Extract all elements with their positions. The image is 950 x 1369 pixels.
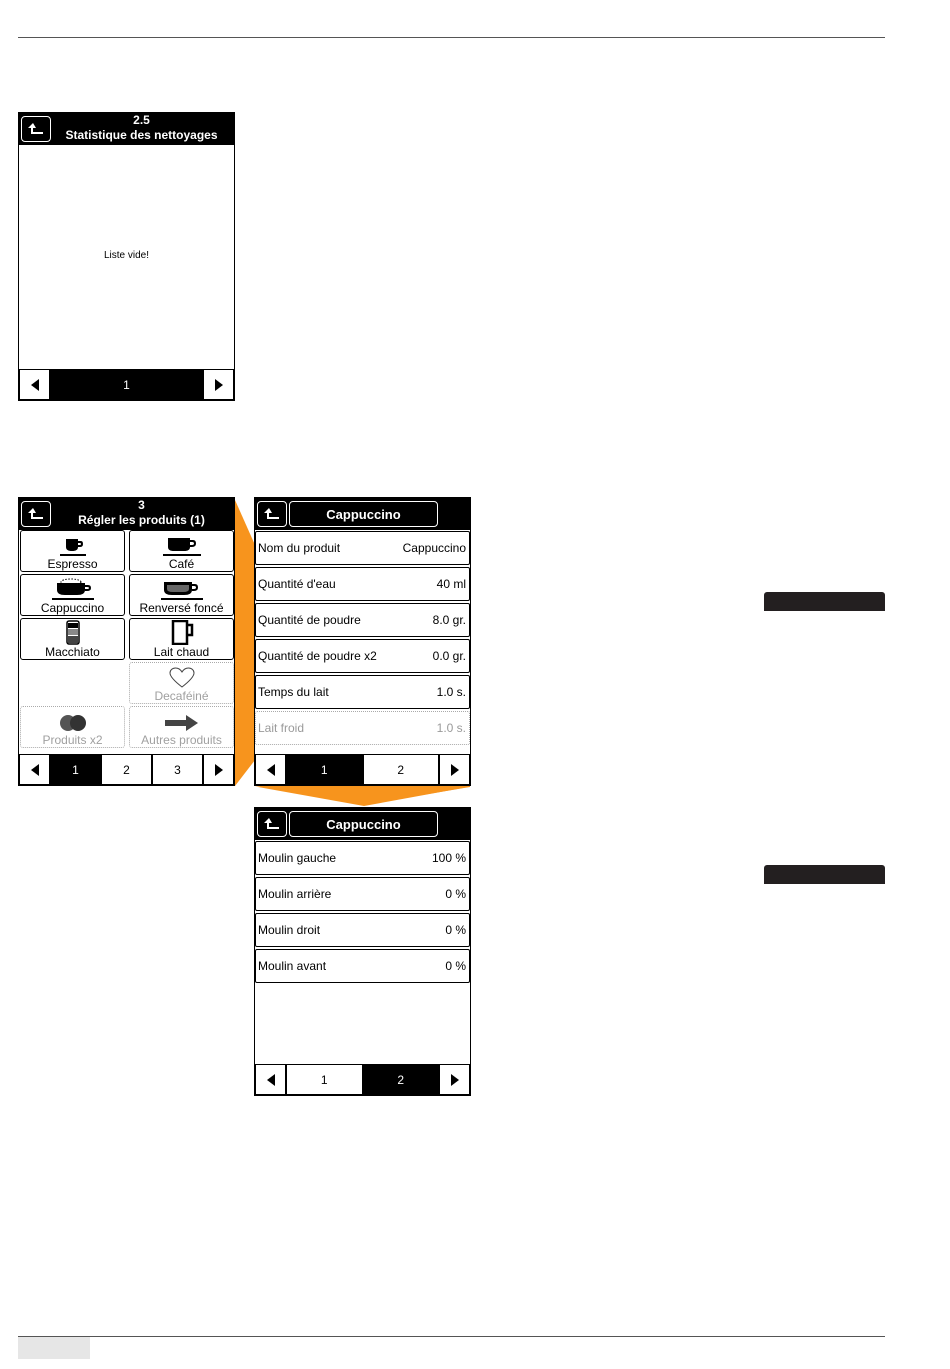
tile-label: Lait chaud <box>153 645 210 659</box>
tile-label: Renversé foncé <box>139 601 224 615</box>
product-tile-autres-produits[interactable] <box>129 706 234 748</box>
tile-label: Produits x2 <box>42 733 103 747</box>
arrow-right-icon <box>451 764 459 776</box>
menu-number: 2.5 <box>133 113 150 127</box>
next-page-button[interactable] <box>439 1064 470 1095</box>
pagination <box>255 1064 470 1095</box>
pagination <box>19 369 234 400</box>
setting-label: Quantité de poudre <box>258 613 361 627</box>
cappuccino-settings-page-2 <box>254 807 471 1096</box>
screen-header <box>19 113 234 145</box>
prev-page-button[interactable] <box>19 369 50 400</box>
tile-label: Cappuccino <box>40 601 105 615</box>
back-arrow-icon <box>263 507 281 521</box>
setting-label: Nom du produit <box>258 541 341 555</box>
back-button[interactable] <box>21 501 51 527</box>
page-2-button[interactable]: 2 <box>101 754 152 785</box>
cappuccino-settings-page-1 <box>254 497 471 786</box>
tile-label: Espresso <box>47 557 98 571</box>
back-arrow-icon <box>27 122 45 136</box>
setting-row[interactable] <box>255 639 470 673</box>
prev-page-button[interactable] <box>255 1064 286 1095</box>
double-product-icon <box>57 713 89 733</box>
product-tile-decafeine[interactable] <box>129 662 234 704</box>
tile-label: Macchiato <box>45 645 100 659</box>
pagination <box>19 754 234 785</box>
menu-number: 3 <box>138 498 145 512</box>
back-button[interactable] <box>257 811 287 837</box>
setting-row[interactable] <box>255 567 470 601</box>
page-1-button[interactable]: 1 <box>286 754 363 785</box>
back-button[interactable] <box>257 501 287 527</box>
setting-value: 0 % <box>445 887 466 901</box>
arrow-left-icon <box>31 764 39 776</box>
arrow-right-icon <box>451 1074 459 1086</box>
product-tile-cappuccino[interactable] <box>20 574 125 616</box>
setting-row[interactable] <box>255 913 470 947</box>
setting-value: 0 % <box>445 959 466 973</box>
tile-label: Decaféiné <box>154 689 209 703</box>
product-tile-macchiato[interactable] <box>20 618 125 660</box>
setting-label: Moulin avant <box>258 959 327 973</box>
macchiato-glass-icon <box>65 620 81 645</box>
cleaning-stats-screen <box>18 112 235 401</box>
next-page-button[interactable] <box>439 754 470 785</box>
arrow-left-icon <box>31 379 39 391</box>
back-arrow-icon <box>27 507 45 521</box>
screen-header <box>255 498 470 530</box>
screen-header <box>19 498 234 530</box>
setting-label: Moulin gauche <box>258 851 337 865</box>
setting-value: 1.0 s. <box>436 685 466 699</box>
setting-value: 100 % <box>431 851 466 865</box>
espresso-cup-icon <box>58 535 88 557</box>
setting-row[interactable] <box>255 603 470 637</box>
prev-page-button[interactable] <box>19 754 50 785</box>
setting-row[interactable] <box>255 877 470 911</box>
setting-value: 0.0 gr. <box>432 649 466 663</box>
back-button[interactable] <box>21 116 51 142</box>
arrow-left-icon <box>267 764 275 776</box>
page-3-button[interactable]: 3 <box>152 754 203 785</box>
setting-row[interactable] <box>255 841 470 875</box>
setting-label: Quantité de poudre x2 <box>258 649 377 663</box>
page-2-button[interactable]: 2 <box>363 754 440 785</box>
setting-label: Temps du lait <box>258 685 329 699</box>
arrow-left-icon <box>267 1074 275 1086</box>
milk-mug-icon <box>168 620 196 645</box>
product-title: Cappuccino <box>289 501 438 527</box>
prev-page-button[interactable] <box>255 754 286 785</box>
setting-value: 1.0 s. <box>436 721 466 735</box>
renverse-cup-icon <box>160 579 204 601</box>
setting-label: Lait froid <box>258 721 305 735</box>
back-arrow-icon <box>263 817 281 831</box>
next-page-button[interactable] <box>203 754 234 785</box>
page-1-button[interactable]: 1 <box>286 1064 363 1095</box>
setting-row[interactable] <box>255 675 470 709</box>
screen-title: Régler les produits (1) <box>78 513 205 527</box>
product-tile-produits-x2[interactable] <box>20 706 125 748</box>
screen-header <box>255 808 470 840</box>
arrow-right-icon <box>215 379 223 391</box>
pagination <box>255 754 470 785</box>
coffee-cup-icon <box>162 535 202 557</box>
tile-label: Café <box>168 557 195 571</box>
product-tile-renverse-fonce[interactable] <box>129 574 234 616</box>
setting-label: Moulin droit <box>258 923 321 937</box>
heart-icon <box>169 667 195 689</box>
tile-label: Autres produits <box>141 733 222 747</box>
setting-value: 0 % <box>445 923 466 937</box>
setting-label: Quantité d'eau <box>258 577 336 591</box>
product-tile-espresso[interactable] <box>20 530 125 572</box>
cappuccino-cup-icon <box>51 577 95 601</box>
product-tile-cafe[interactable] <box>129 530 234 572</box>
setting-value: 8.0 gr. <box>432 613 466 627</box>
empty-list-message: Liste vide! <box>103 250 150 261</box>
setting-value: 40 ml <box>436 577 466 591</box>
screen-title: Statistique des nettoyages <box>65 128 218 142</box>
arrow-right-icon <box>164 713 200 733</box>
product-title: Cappuccino <box>289 811 438 837</box>
product-settings-screen <box>18 497 235 786</box>
setting-row[interactable] <box>255 949 470 983</box>
setting-label: Moulin arrière <box>258 887 332 901</box>
arrow-right-icon <box>215 764 223 776</box>
page-1-button[interactable]: 1 <box>50 754 101 785</box>
setting-row[interactable] <box>255 711 470 745</box>
product-tile-lait-chaud[interactable] <box>129 618 234 660</box>
setting-value: Cappuccino <box>402 541 466 555</box>
next-page-button[interactable] <box>203 369 234 400</box>
setting-row[interactable] <box>255 531 470 565</box>
page-1-button[interactable]: 1 <box>50 369 203 400</box>
page-2-button[interactable]: 2 <box>363 1064 440 1095</box>
